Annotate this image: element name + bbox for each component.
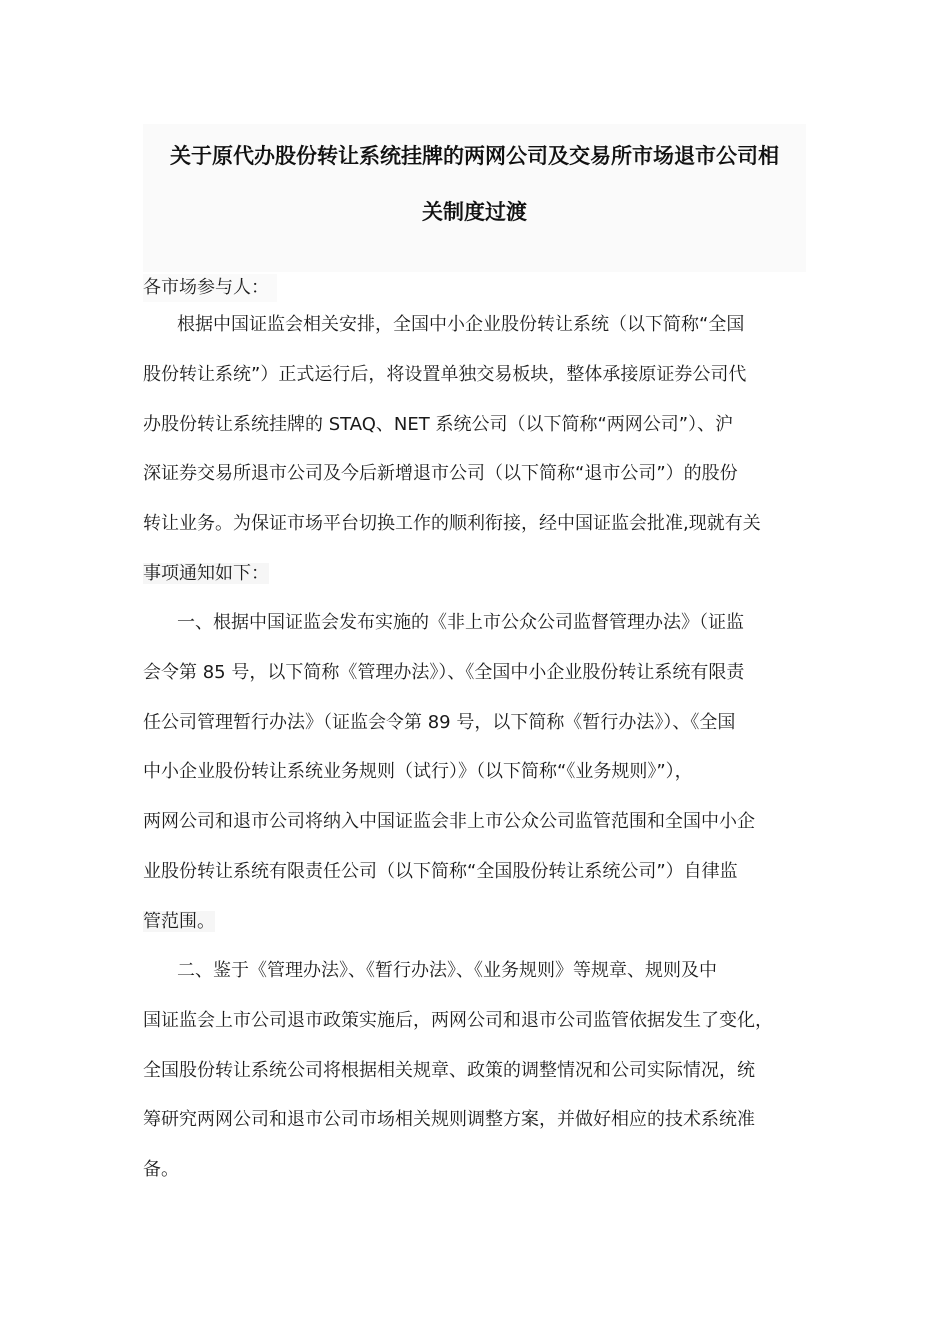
paragraph-intro: [143, 300, 806, 599]
paragraph-line: 深证券交易所退市公司及今后新增退市公司（以下简称“退市公司”）的股份: [143, 463, 738, 485]
paragraph-line: 一、根据中国证监会发布实施的《非上市公众公司监督管理办法》（证监: [177, 612, 744, 633]
title-line-1: 关于原代办股份转让系统挂牌的两网公司及交易所市场退市公司相: [170, 144, 779, 168]
paragraph-line: 股份转让系统”）正式运行后，将设置单独交易板块，整体承接原证券公司代: [143, 363, 747, 385]
paragraph-line: 办股份转让系统挂牌的 STAQ、NET 系统公司（以下简称“两网公司”）、沪: [143, 413, 734, 435]
paragraph-line: 任公司管理暂行办法》（证监会令第 89 号，以下简称《暂行办法》）、《全国: [143, 711, 736, 733]
title-block: [143, 124, 806, 272]
paragraph-item-one: [143, 598, 806, 947]
paragraph-line: 二、鉴于《管理办法》、《暂行办法》、《业务规则》等规章、规则及中: [177, 960, 717, 981]
paragraph-item-two: [143, 946, 806, 1195]
paragraph-line: 业股份转让系统有限责任公司（以下简称“全国股份转让系统公司”）自律监: [143, 860, 738, 882]
document-title: [143, 124, 806, 240]
paragraph-line: 管范围。: [143, 910, 215, 932]
paragraph-line: 转让业务。为保证市场平台切换工作的顺利衔接，经中国证监会批准,现就有关: [143, 513, 761, 535]
paragraph-line: 国证监会上市公司退市政策实施后，两网公司和退市公司监管依据发生了变化，: [143, 1009, 773, 1031]
paragraph-line: 事项通知如下：: [143, 562, 269, 584]
paragraph-line: 中小企业股份转让系统业务规则（试行）》（以下简称“《业务规则》”），: [143, 761, 693, 783]
title-line-2: 关制度过渡: [422, 200, 527, 224]
paragraph-line: 全国股份转让系统公司将根据相关规章、政策的调整情况和公司实际情况，统: [143, 1059, 755, 1081]
paragraph-line: 两网公司和退市公司将纳入中国证监会非上市公众公司监管范围和全国中小企: [143, 811, 755, 833]
salutation: 各市场参与人：: [143, 274, 277, 302]
paragraph-line: 根据中国证监会相关安排，全国中小企业股份转让系统（以下简称“全国: [177, 314, 745, 335]
paragraph-line: 备。: [143, 1159, 179, 1181]
paragraph-line: 筹研究两网公司和退市公司市场相关规则调整方案，并做好相应的技术系统准: [143, 1109, 755, 1131]
paragraph-line: 会令第 85 号，以下简称《管理办法》）、《全国中小企业股份转让系统有限责: [143, 661, 745, 683]
